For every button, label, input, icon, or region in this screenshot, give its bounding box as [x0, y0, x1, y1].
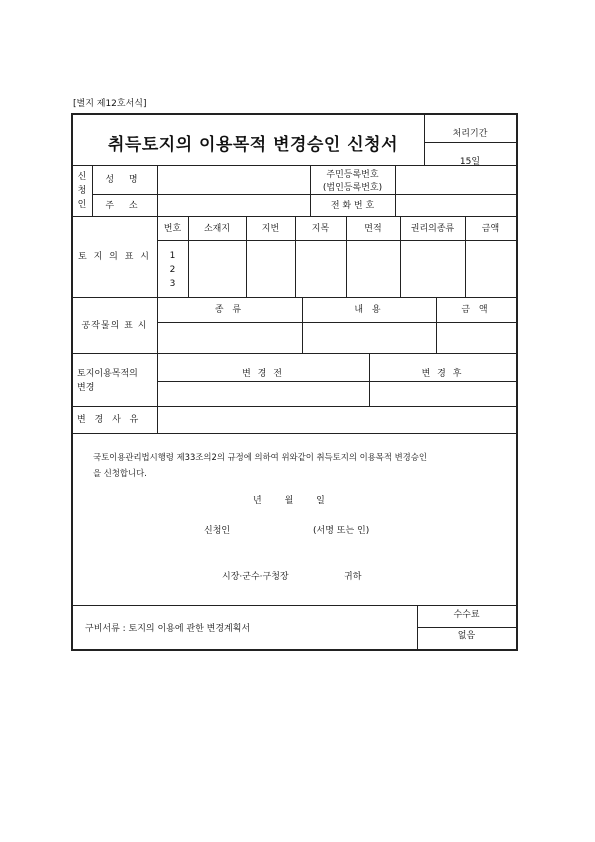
land-col-area: 면적: [364, 224, 382, 234]
addressee: 시장·군수·구청장: [222, 572, 289, 582]
land-col-location: 소재지: [203, 224, 231, 234]
form-number: [별지 제12호서식]: [73, 99, 147, 109]
reason-label: 변 경 사 유: [77, 415, 142, 425]
address-field[interactable]: [158, 195, 309, 215]
purpose-after-label: 변 경 후: [421, 369, 464, 379]
phone-label: 전 화 번 호: [330, 201, 375, 211]
land-row-number: 3: [169, 279, 176, 289]
applicant-side-label: 신 청 인: [77, 172, 87, 210]
processing-label: 처리기간: [452, 129, 488, 139]
land-col-number: 번호: [163, 224, 182, 234]
applicant-sign-label: 신청인: [204, 526, 231, 536]
statement-line-2: 을 신청합니다.: [93, 468, 147, 478]
page-title: 취득토지의 이용목적 변경승인 신청서: [108, 135, 399, 155]
land-col-category: 지목: [311, 224, 330, 234]
name-field[interactable]: [158, 167, 309, 193]
land-row-number: 1: [169, 251, 176, 261]
phone-field[interactable]: [396, 195, 515, 215]
purpose-change-label: 토지이용목적의 변경: [77, 369, 138, 393]
processing-value: 15일: [459, 157, 481, 167]
land-row-number: 2: [169, 265, 176, 275]
purpose-before-label: 변 경 전: [242, 369, 284, 379]
structures-col-content: 내 용: [354, 305, 384, 315]
date-line: 년 월 일: [253, 496, 325, 506]
attachments-text: 구비서류 : 토지의 이용에 관한 변경계획서: [85, 624, 251, 634]
land-col-lot: 지번: [261, 224, 280, 234]
fee-label: 수수료: [453, 610, 480, 620]
signature-placeholder: (서명 또는 인): [313, 526, 370, 536]
reason-field[interactable]: [158, 408, 515, 432]
land-col-amount: 금액: [481, 224, 500, 234]
land-col-right-type: 권리의종류: [410, 224, 455, 234]
id-label: 주민등록번호 (법인등록번호): [322, 170, 383, 193]
id-field[interactable]: [396, 167, 515, 193]
name-label: 성 명: [105, 175, 144, 185]
structures-col-type: 종 류: [214, 305, 245, 315]
honorific: 귀하: [344, 572, 362, 582]
address-label: 주 소: [105, 201, 144, 211]
structures-label: 공작물의 표 시: [81, 321, 148, 331]
land-label: 토 지 의 표 시: [78, 252, 151, 262]
fee-value: 없음: [457, 631, 476, 641]
statement-line-1: 국토이용관리법시행령 제33조의2의 규정에 의하여 위와같이 취득토지의 이용목적 변경승인: [93, 452, 427, 462]
structures-col-amount: 금 액: [461, 305, 491, 315]
